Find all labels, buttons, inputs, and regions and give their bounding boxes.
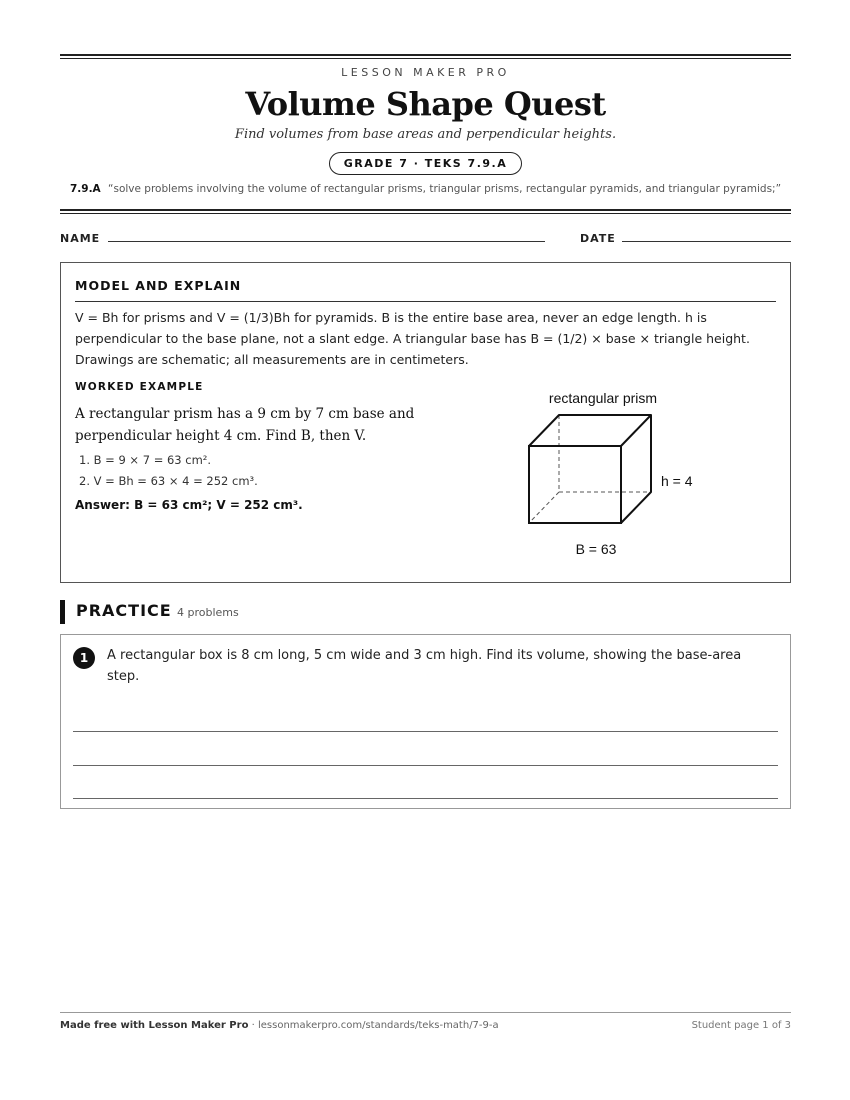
standard-text: “solve problems involving the volume of rectangular prisms, triangular prisms, rectangular pyramids, and triangular pyramids;” [108,183,782,195]
problem-card [60,634,791,809]
date-field[interactable] [622,241,791,242]
footer-separator: · [248,1020,258,1031]
height-label: h = 4 [661,473,693,489]
worked-step: 1. B = 9 × 7 = 63 cm². [79,453,212,467]
answer-line[interactable] [73,731,778,732]
date-label: DATE [580,232,616,245]
model-heading: MODEL AND EXPLAIN [75,278,242,293]
practice-count: 4 problems [177,606,239,619]
worked-step: 2. V = Bh = 63 × 4 = 252 cm³. [79,474,258,488]
name-field[interactable] [108,241,545,242]
diagram-caption: rectangular prism [548,390,658,406]
worksheet-title: Volume Shape Quest [245,85,606,123]
practice-accent-bar [60,600,65,624]
worked-example-steps [79,450,258,492]
standard-code: 7.9.A [69,183,101,195]
model-and-explain-box [60,262,791,583]
standard-statement [60,183,791,195]
hidden-edge [529,492,559,523]
footer-made-with: Made free with Lesson Maker Pro [60,1020,249,1031]
front-face [529,446,621,523]
answer-line[interactable] [73,798,778,799]
grade-badge-row [60,152,791,175]
base-label: B = 63 [575,541,617,557]
problem-text: A rectangular box is 8 cm long, 5 cm wide and 3 cm high. Find its volume, showing the base-area step. [107,648,742,684]
footer-url[interactable]: lessonmakerpro.com/standards/teks-math/7-9-a [257,1020,499,1031]
worked-example-label: WORKED EXAMPLE [75,381,204,393]
problem-number-badge: 1 [73,647,95,669]
model-heading-rule [75,301,776,302]
answer-line[interactable] [73,765,778,766]
practice-heading: PRACTICE [76,601,172,620]
top-face-edges [529,415,651,446]
header-bottom-rule [60,209,791,214]
worked-example-problem: A rectangular prism has a 9 cm by 7 cm base and perpendicular height 4 cm. Find B, then V. [75,406,415,444]
grade-badge: GRADE 7 · TEKS 7.9.A [329,152,522,175]
footer-credit [60,1020,499,1031]
rectangular-prism-diagram [501,383,741,558]
name-label: NAME [60,232,101,245]
footer-page-info: Student page 1 of 3 [691,1020,791,1031]
model-explanation: V = Bh for prisms and V = (1/3)Bh for pyramids. B is the entire base area, never an edge length. h is perpendicular to the base plane, not a slant edge. A triangular base has B = (1/2) × base × triangle height. Drawings are schematic; all measurements are in centimeters. [75,310,750,367]
worksheet-page [60,0,791,1100]
worked-example-answer: Answer: B = 63 cm²; V = 252 cm³. [75,498,303,512]
footer-rule [60,1012,791,1013]
header-top-rule [60,54,791,59]
brand-name: LESSON MAKER PRO [341,66,510,79]
worksheet-subtitle: Find volumes from base areas and perpendicular heights. [234,127,617,142]
